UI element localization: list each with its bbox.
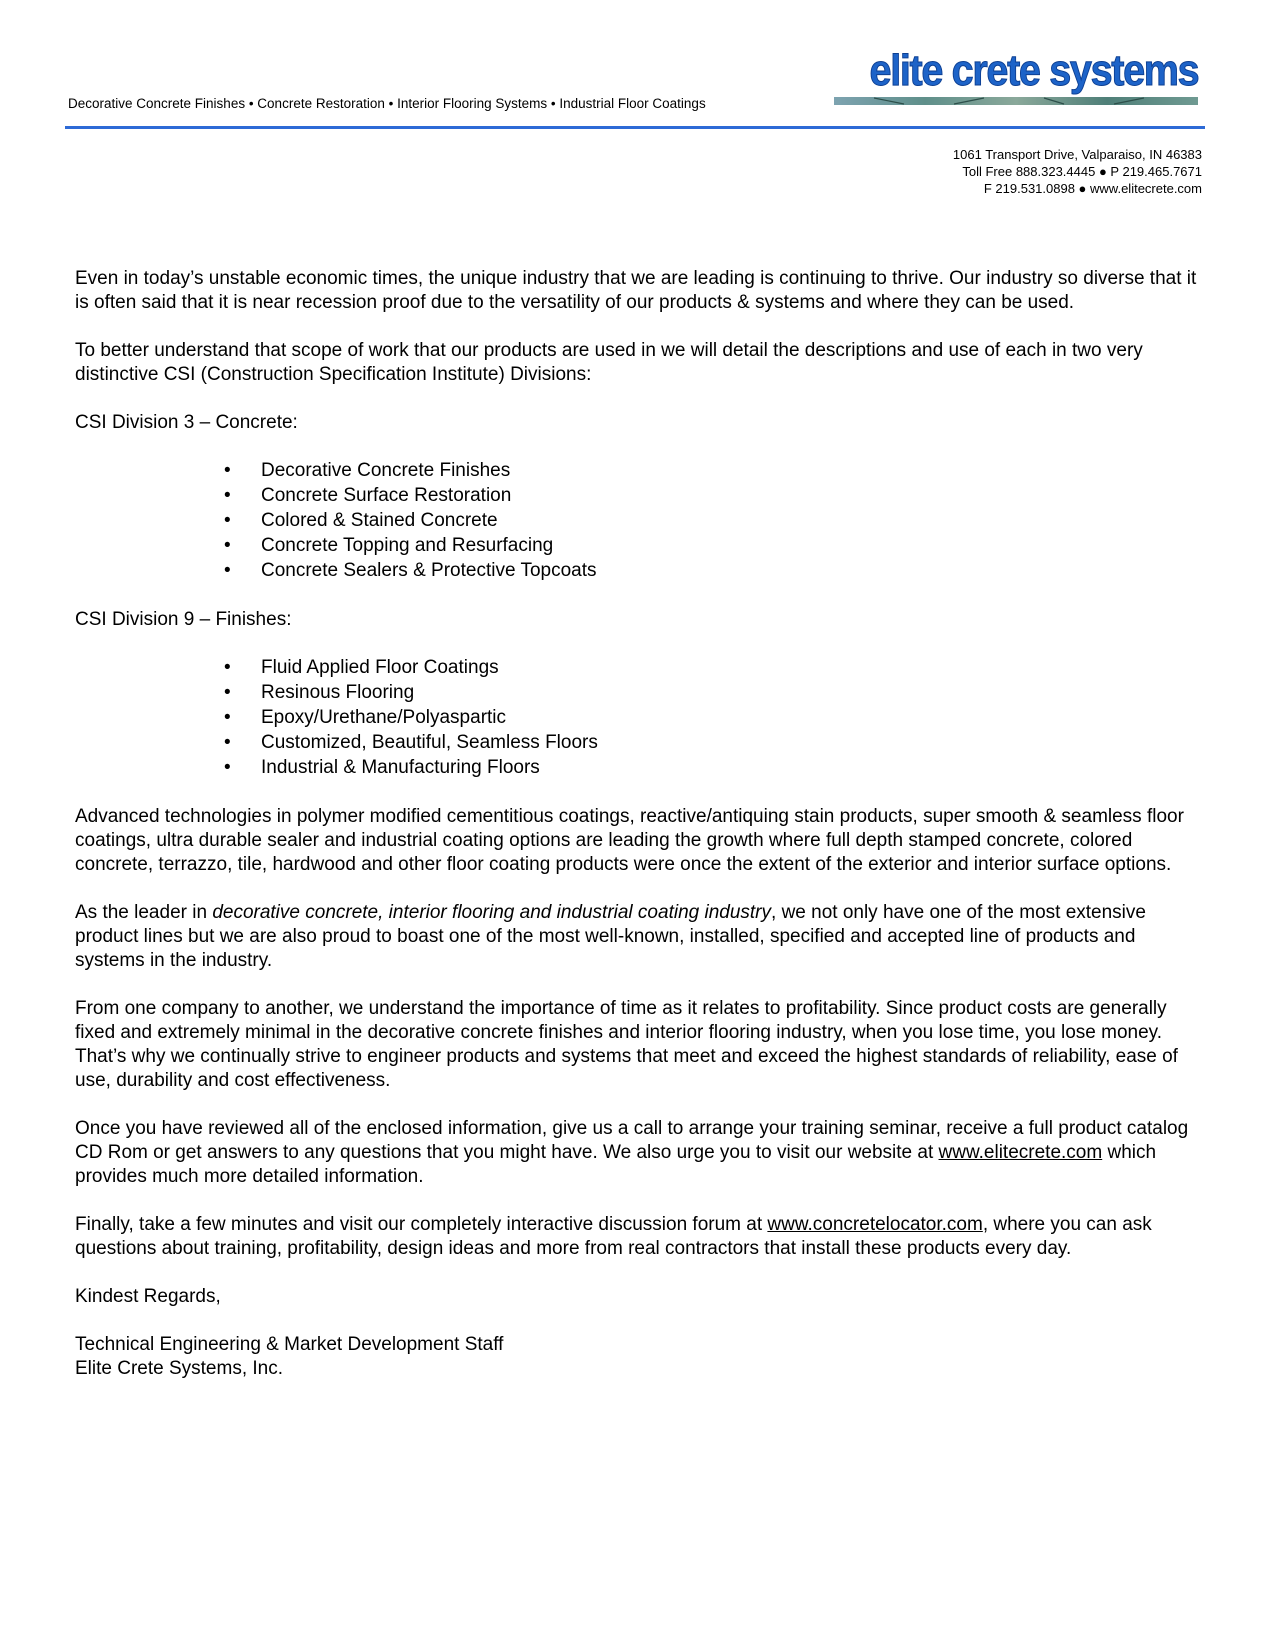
emphasis-text: decorative concrete, interior flooring and industrial coating industry: [212, 902, 772, 923]
list-item: • Colored & Stained Concrete: [224, 510, 498, 531]
fax-web-line: F 219.531.0898 ● www.elitecrete.com: [983, 181, 1202, 196]
letter-body: [75, 267, 1205, 1381]
division-3-list: [75, 459, 1205, 584]
paragraph-profitability: From one company to another, we understand the importance of time as it relates to profitability. Since product costs are generally fixed and extremely minimal in the decorative concrete finishes and interior flooring industry, when you lose time, you lose money. That’s why we continually strive to engineer products and systems that meet and exceed the highest standards of reliability, ease of use, durability and cost effectiveness.: [75, 998, 1178, 1091]
list-item: • Epoxy/Urethane/Polyaspartic: [224, 707, 507, 728]
paragraph-forum: Finally, take a few minutes and visit our completely interactive discussion forum at www.concretelocator.com, where you can ask questions about training, profitability, design ideas and more from real contractors that install these products every day.: [75, 1214, 1152, 1259]
closing: Kindest Regards,: [75, 1286, 221, 1307]
tagline: Decorative Concrete Finishes • Concrete Restoration • Interior Flooring Systems • Industrial Floor Coatings: [68, 96, 706, 111]
list-item: • Concrete Topping and Resurfacing: [224, 535, 554, 556]
bullet-icon: •: [224, 560, 231, 581]
paragraph-leader: As the leader in decorative concrete, interior flooring and industrial coating industry, we not only have one of the most extensive product lines but we are also proud to boast one of the most well-known, installed, specified and accepted line of products and systems in the industry.: [75, 902, 1146, 971]
paragraph-intro: Even in today’s unstable economic times, the unique industry that we are leading is continuing to thrive. Our industry so diverse that it is often said that it is near recession proof due to the versatility of our products & systems and where they can be used.: [75, 268, 1197, 313]
address-line: 1061 Transport Drive, Valparaiso, IN 46383: [952, 147, 1202, 162]
list-item: • Customized, Beautiful, Seamless Floors: [224, 732, 598, 753]
division-9-list: [75, 656, 1205, 781]
bullet-icon: •: [224, 732, 231, 753]
bullet-icon: •: [224, 657, 231, 678]
paragraph-scope: To better understand that scope of work that our products are used in we will detail the descriptions and use of each in two very distinctive CSI (Construction Specification Institute) Divisions:: [75, 340, 1143, 385]
division-3-heading: CSI Division 3 – Concrete:: [75, 412, 298, 433]
phone-line: Toll Free 888.323.4445 ● P 219.465.7671: [962, 164, 1202, 179]
list-item: • Decorative Concrete Finishes: [224, 460, 511, 481]
bullet-icon: •: [224, 485, 231, 506]
company-address: [953, 146, 1202, 197]
bullet-icon: •: [224, 460, 231, 481]
list-item: • Fluid Applied Floor Coatings: [224, 657, 499, 678]
division-9-heading: CSI Division 9 – Finishes:: [75, 609, 292, 630]
bullet-icon: •: [224, 757, 231, 778]
bullet-icon: •: [224, 682, 231, 703]
company-logo: [828, 46, 1198, 106]
signature-line: Technical Engineering & Market Development Staff: [75, 1334, 504, 1355]
logo-wordmark: elite crete systems: [869, 46, 1198, 95]
bullet-icon: •: [224, 707, 231, 728]
bullet-icon: •: [224, 535, 231, 556]
list-item: • Resinous Flooring: [224, 682, 415, 703]
header-divider: [65, 126, 1205, 129]
signature-company: Elite Crete Systems, Inc.: [75, 1358, 284, 1379]
list-item: • Concrete Sealers & Protective Topcoats: [224, 560, 597, 581]
signature-block: [75, 1333, 1205, 1381]
list-item: • Concrete Surface Restoration: [224, 485, 512, 506]
paragraph-contact: Once you have reviewed all of the enclosed information, give us a call to arrange your training seminar, receive a full product catalog CD Rom or get answers to any questions that you might have. We also urge you to visit our website at www.elitecrete.com which provides much more detailed information.: [75, 1118, 1189, 1187]
paragraph-technologies: Advanced technologies in polymer modified cementitious coatings, reactive/antiquing stain products, super smooth & seamless floor coatings, ultra durable sealer and industrial coating options are leading the growth where full depth stamped concrete, colored concrete, terrazzo, tile, hardwood and other floor coating products were once the extent of the exterior and interior surface options.: [75, 806, 1184, 875]
bullet-icon: •: [224, 510, 231, 531]
list-item: • Industrial & Manufacturing Floors: [224, 757, 540, 778]
website-link[interactable]: www.elitecrete.com: [938, 1142, 1103, 1163]
logo-stripe-graphic: [834, 97, 1198, 105]
forum-link[interactable]: www.concretelocator.com: [767, 1214, 983, 1235]
letterhead: [65, 40, 1201, 130]
